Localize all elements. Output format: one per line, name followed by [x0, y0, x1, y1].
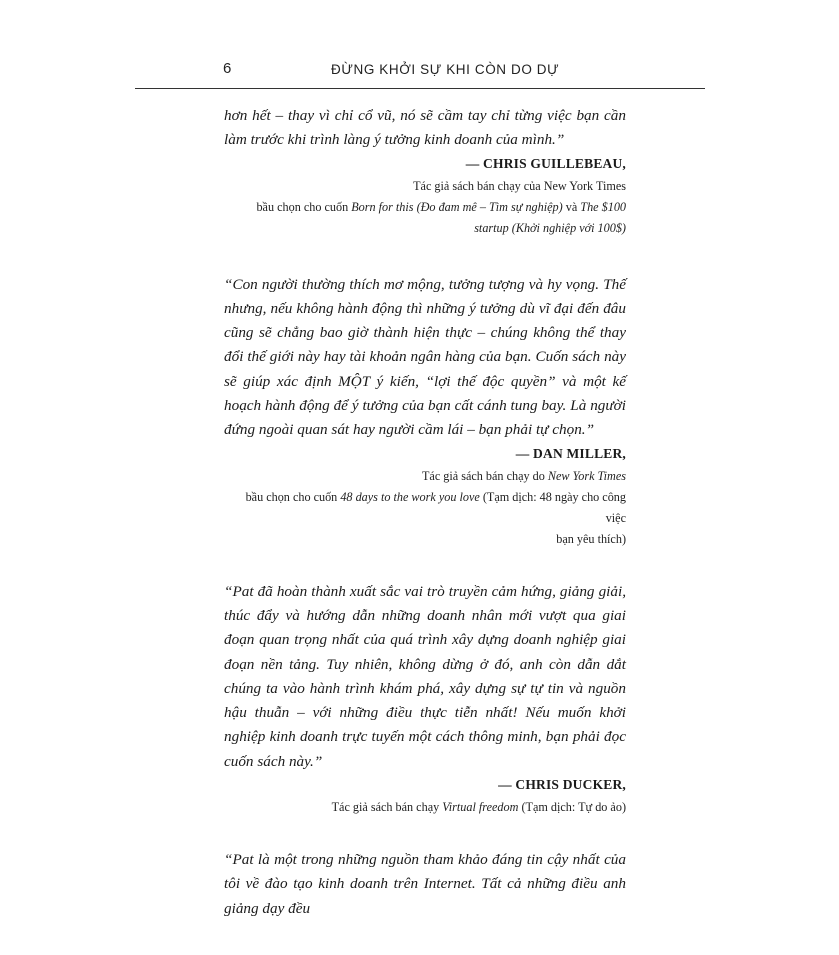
page-body	[224, 104, 626, 955]
quote-block-ducker	[224, 580, 626, 818]
quote-text: “Pat đã hoàn thành xuất sắc vai trò truyền cảm hứng, giảng giải, thúc đẩy và hướng dẫn những doanh nhân mới vượt qua giai đoạn quan trọng nhất của quá trình xây dựng doanh nghiệp giai đoạn nền tảng. Tuy nhiên, không dừng ở đó, anh còn dẫn dắt chúng ta vào hành trình khám phá, xây dựng sự tự tin và nguồn hậu thuẫn – với những điều thực tiễn nhất! Nếu muốn khởi nghiệp kinh doanh trực tuyến một cách thông minh, bạn phải đọc cuốn sách này.”	[224, 582, 626, 770]
running-title: ĐỪNG KHỞI SỰ KHI CÒN DO DỰ	[331, 62, 560, 77]
quote-block-continued	[224, 848, 626, 921]
author-credit-line: Tác giả sách bán chạy Virtual freedom (Tạm dịch: Tự do ảo)	[331, 800, 626, 815]
author-credit-line: Tác giả sách bán chạy do New York Times	[421, 468, 626, 483]
quote-text: hơn hết – thay vì chỉ cổ vũ, nó sẽ cầm tay chỉ từng việc bạn cần làm trước khi trình làng ý tưởng kinh doanh của mình.”	[224, 107, 626, 149]
quote-author: — DAN MILLER,	[515, 445, 626, 461]
quote-block-miller	[224, 273, 626, 550]
page-number: 6	[223, 60, 232, 77]
author-credit-line: bầu chọn cho cuốn Born for this (Đo đam mê – Tìm sự nghiệp) và The $100	[256, 199, 626, 214]
header-rule	[135, 88, 705, 89]
quote-author: — CHRIS GUILLEBEAU,	[465, 155, 626, 171]
quote-text: “Con người thường thích mơ mộng, tưởng tượng và hy vọng. Thế nhưng, nếu không hành động thì những ý tưởng dù vĩ đại đến đâu cũng sẽ chẳng bao giờ thành hiện thực – chúng không thể thay đổi thế giới này hay tài khoản ngân hàng của bạn. Cuốn sách này sẽ giúp xác định MỘT ý kiến, “lợi thế độc quyền” và một kế hoạch hành động để ý tưởng của bạn cất cánh tung bay. Là người đứng ngoài quan sát hay người cầm lái – bạn phải tự chọn.”	[224, 275, 626, 439]
quote-block-guillebeau	[224, 104, 626, 239]
author-credit-line: startup (Khởi nghiệp với 100$)	[474, 220, 626, 235]
author-credit-line: Tác giả sách bán chạy của New York Times	[413, 178, 626, 193]
author-credit-line: bầu chọn cho cuốn 48 days to the work you love (Tạm dịch: 48 ngày cho công việc	[245, 489, 626, 525]
quote-text: “Pat là một trong những nguồn tham khảo đáng tin cậy nhất của tôi về đào tạo kinh doanh trên Internet. Tất cả những điều anh giảng dạy đều	[224, 851, 626, 917]
page-header	[135, 56, 705, 90]
author-credit-line: bạn yêu thích)	[556, 531, 626, 546]
quote-author: — CHRIS DUCKER,	[498, 777, 626, 793]
